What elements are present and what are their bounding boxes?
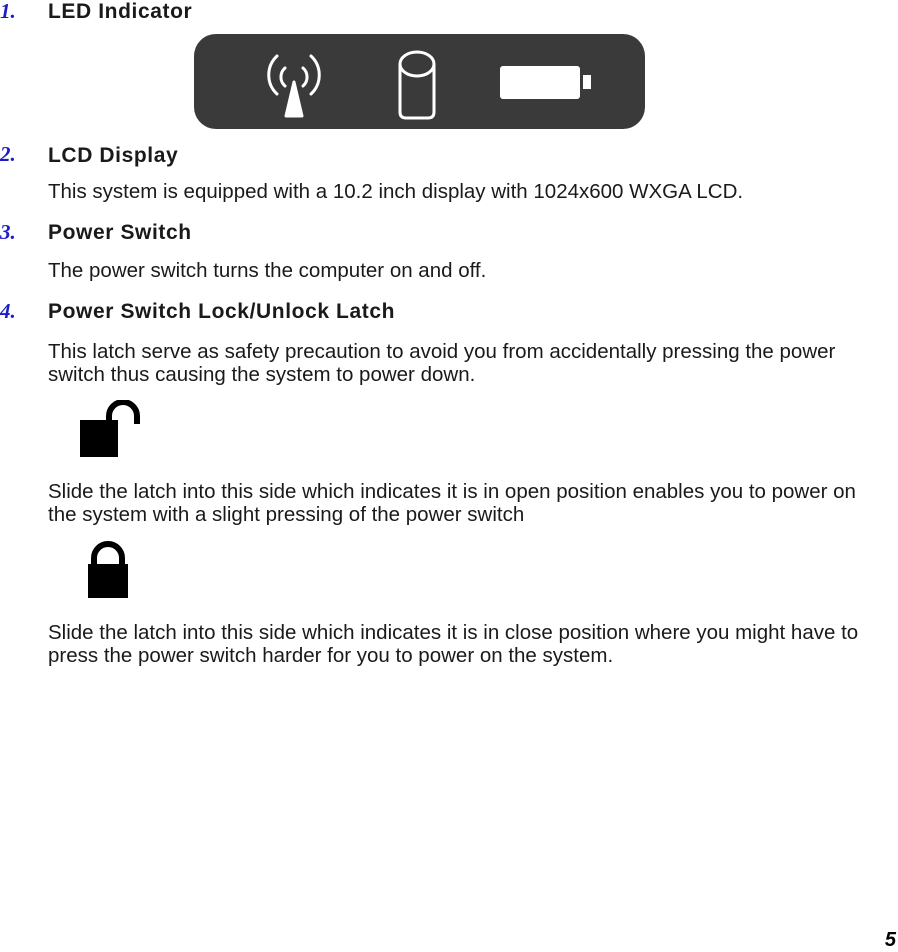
locked-padlock-icon <box>86 538 130 600</box>
power-switch-description: The power switch turns the computer on and off. <box>48 259 487 282</box>
section-heading-power-switch: Power Switch <box>48 221 192 244</box>
section-number-2: 2. <box>0 142 16 166</box>
section-number-4: 4. <box>0 299 16 323</box>
latch-open-description: Slide the latch into this side which indicates it is in open position enables you to power on the system with a slight pressing of the power switch <box>48 480 856 526</box>
page-number: 5 <box>884 929 896 951</box>
latch-description: This latch serve as safety precaution to avoid you from accidentally pressing the power switch thus causing the system to power down. <box>48 340 836 386</box>
hard-disk-icon <box>400 52 434 118</box>
section-heading-led-indicator: LED Indicator <box>48 0 193 23</box>
lcd-display-description: This system is equipped with a 10.2 inch display with 1024x600 WXGA LCD. <box>48 180 744 203</box>
section-number-1: 1. <box>0 0 16 23</box>
latch-closed-description: Slide the latch into this side which indicates it is in close position where you might have to press the power switch harder for you to power on the system. <box>48 621 859 667</box>
section-heading-power-switch-latch: Power Switch Lock/Unlock Latch <box>48 300 396 323</box>
wireless-icon <box>269 56 320 116</box>
section-heading-lcd-display: LCD Display <box>48 144 179 167</box>
unlocked-padlock-icon <box>78 400 142 460</box>
battery-icon <box>500 66 591 99</box>
section-number-3: 3. <box>0 220 16 244</box>
led-indicator-panel <box>194 34 645 129</box>
